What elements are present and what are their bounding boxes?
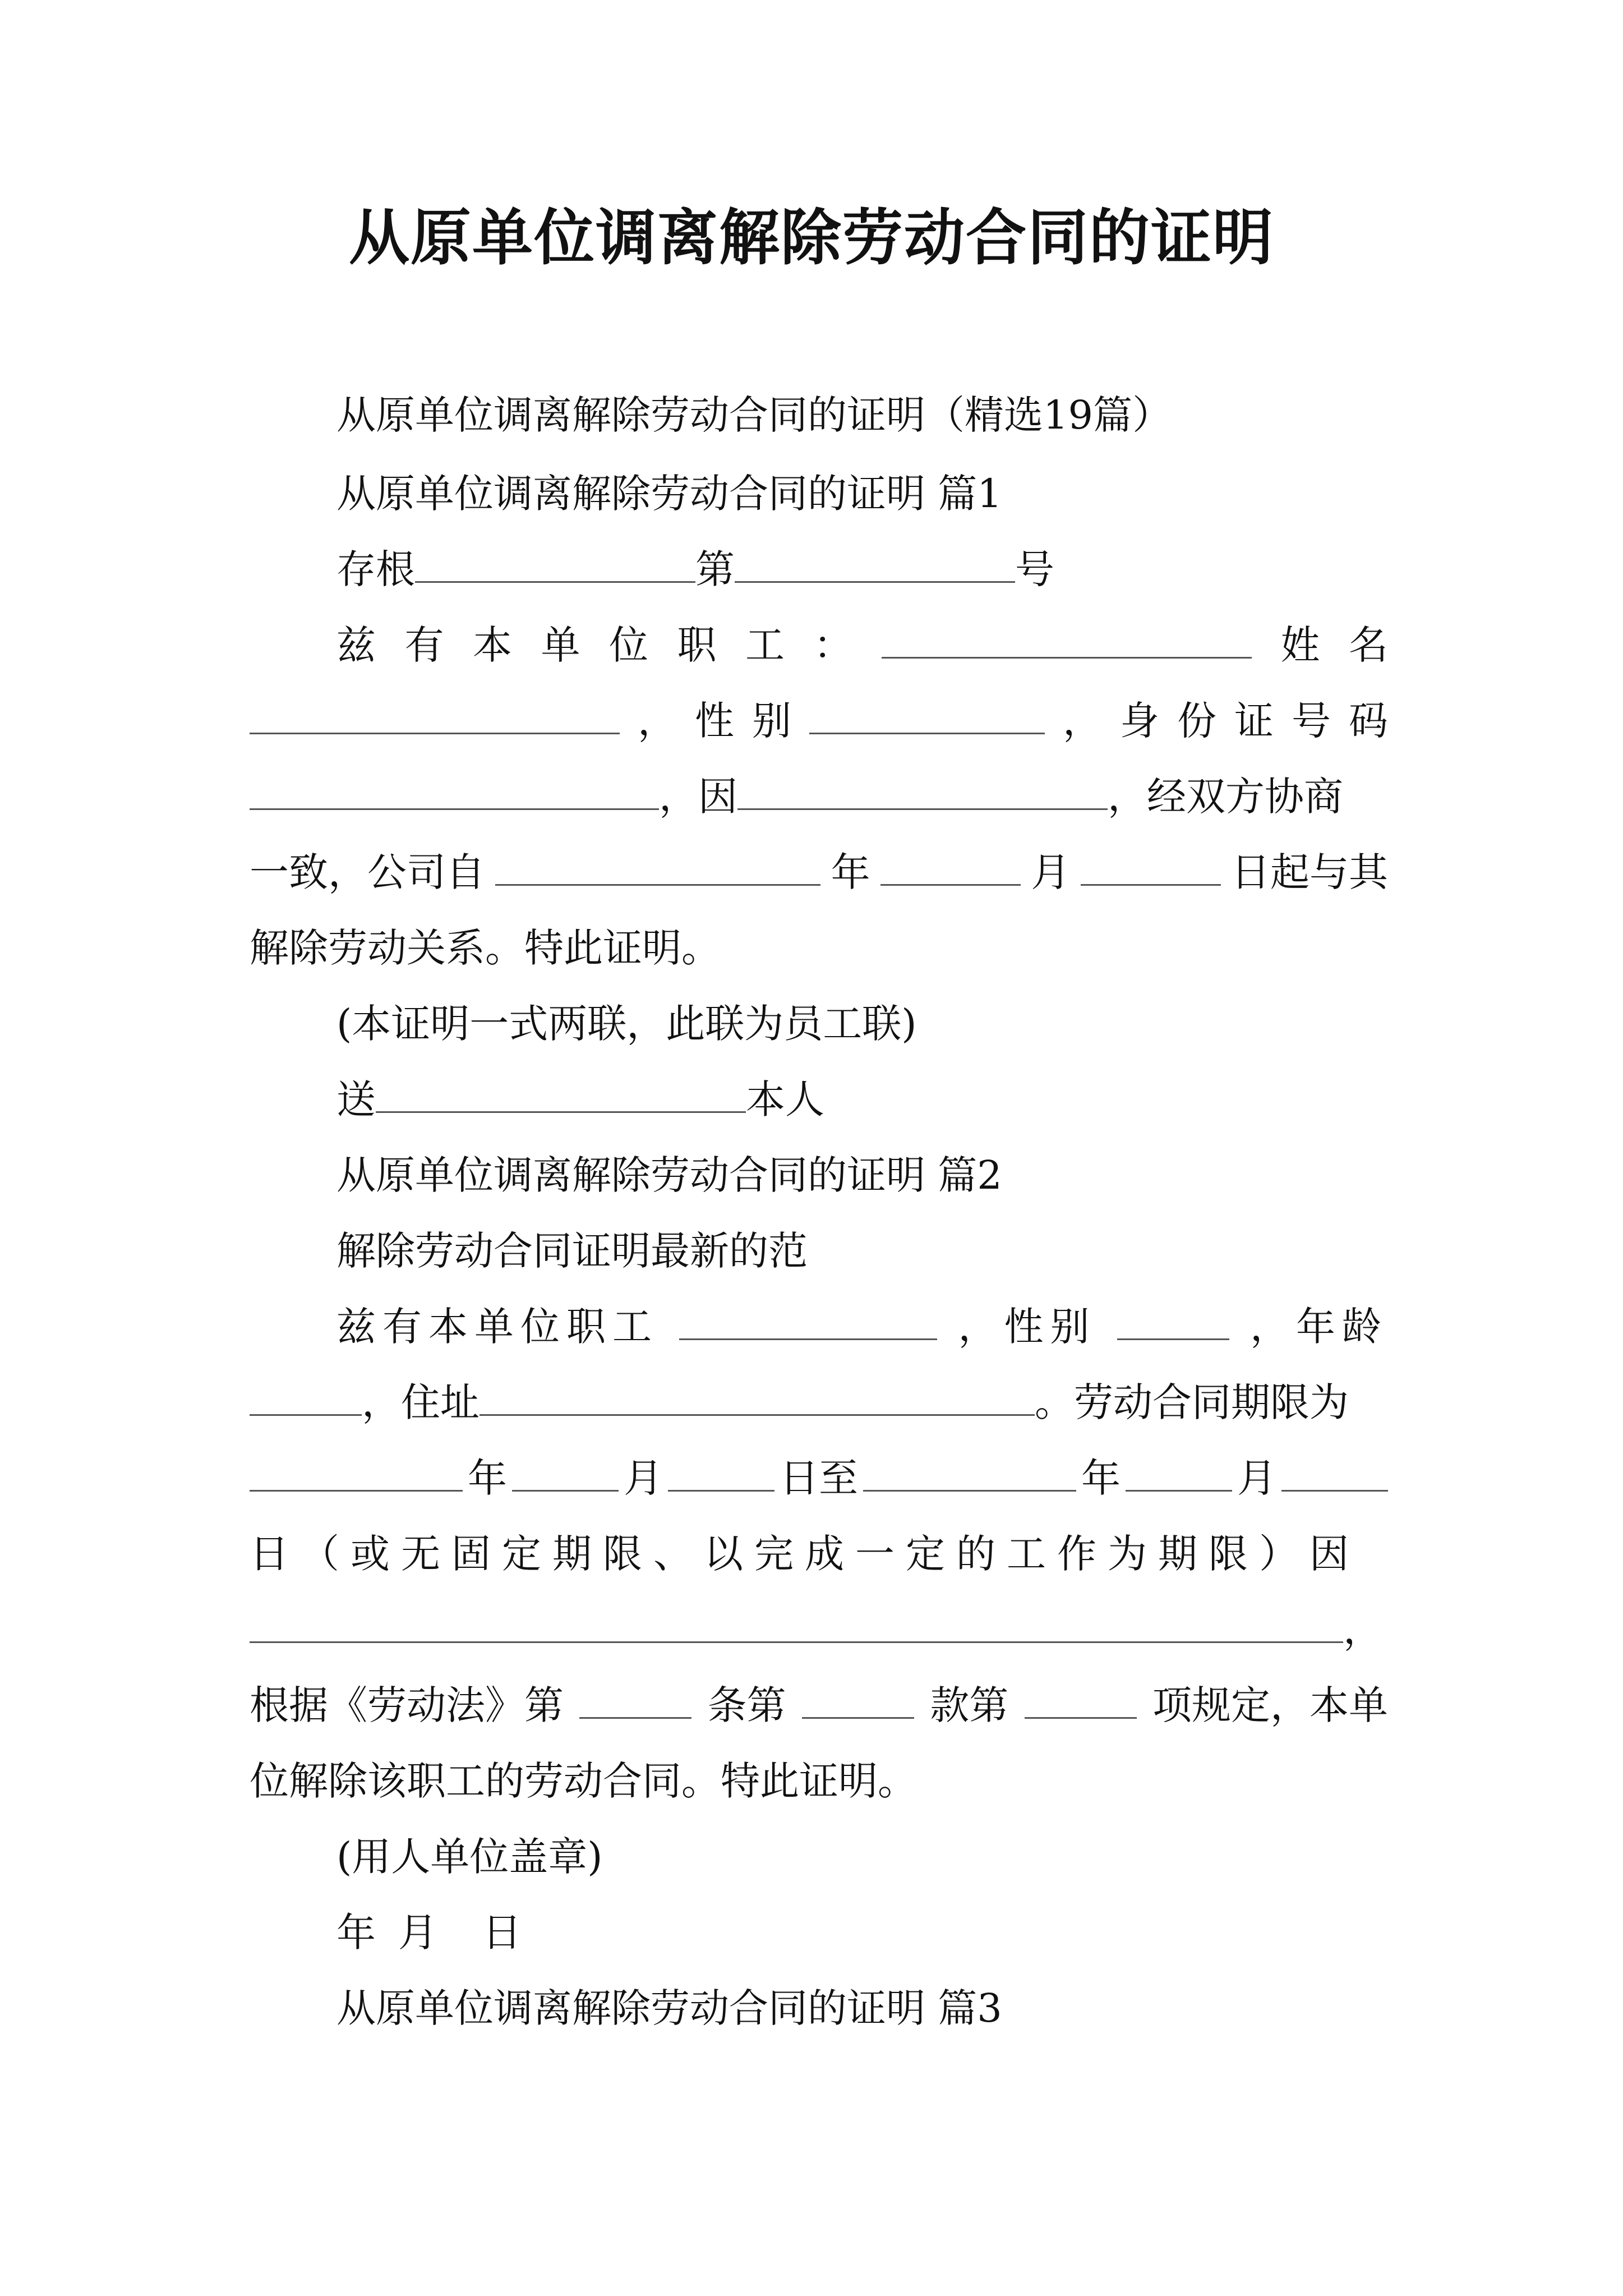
day-blank	[1081, 845, 1221, 886]
s2-paragraph-line-2	[250, 1374, 1349, 1430]
text-fragment: 名	[1349, 622, 1388, 668]
stub-blank-1	[415, 542, 695, 583]
text-fragment: ，	[1343, 1607, 1382, 1653]
article-blank	[579, 1678, 691, 1719]
age-blank	[250, 1375, 362, 1416]
stub-label: 存根	[336, 546, 415, 592]
reason-blank	[250, 1602, 1343, 1643]
text-fragment: 款第	[930, 1682, 1009, 1728]
name-value-blank	[250, 693, 620, 734]
text-fragment: 身	[1120, 698, 1159, 744]
text-fragment: 别	[752, 698, 791, 744]
text-fragment: ：	[813, 622, 853, 668]
text-fragment: 工	[745, 622, 785, 668]
intro-line: 从原单位调离解除劳动合同的证明（精选19篇）	[336, 392, 1172, 438]
stub-middle: 第	[695, 546, 735, 592]
gender-blank	[1117, 1299, 1229, 1340]
text-fragment: 码	[1349, 698, 1388, 744]
section-2-subheading: 解除劳动合同证明最新的范	[336, 1228, 808, 1274]
reason-blank	[737, 769, 1108, 810]
text-fragment: ，	[638, 698, 677, 744]
text-fragment: 有	[404, 622, 444, 668]
text-fragment: ，性别	[958, 1304, 1096, 1350]
text-fragment: 号	[1292, 698, 1331, 744]
s1-note: (本证明一式两联，此联为员工联)	[336, 1001, 917, 1047]
seal-line: (用人单位盖章)	[336, 1834, 603, 1880]
send-suffix: 本人	[746, 1076, 824, 1122]
text-fragment: ，因	[659, 774, 737, 820]
stub-end: 号	[1015, 546, 1054, 592]
date-month: 月	[398, 1910, 437, 1955]
date-year: 年	[336, 1910, 376, 1955]
text-fragment: 姓	[1280, 622, 1320, 668]
text-fragment: 日起与其	[1230, 849, 1388, 895]
send-prefix: 送	[336, 1076, 376, 1122]
s2-paragraph-line-3	[250, 1450, 1388, 1506]
name-blank	[882, 618, 1252, 659]
text-fragment: 月	[1237, 1455, 1276, 1501]
text-fragment: 本	[473, 622, 512, 668]
text-fragment: 年	[1081, 1455, 1121, 1501]
end-year-blank	[863, 1451, 1076, 1492]
s2-paragraph-line-6	[250, 1677, 1388, 1733]
s1-paragraph-line-1	[336, 617, 1388, 673]
text-fragment: 性	[695, 698, 734, 744]
text-fragment: 职	[677, 622, 717, 668]
item-blank	[1025, 1678, 1137, 1719]
end-day-blank	[1281, 1451, 1388, 1492]
section-3-heading: 从原单位调离解除劳动合同的证明 篇3	[336, 1985, 1002, 2031]
text-fragment: 日至	[780, 1455, 858, 1501]
year-blank	[495, 845, 820, 886]
section-1-heading: 从原单位调离解除劳动合同的证明 篇1	[336, 471, 1002, 517]
text-fragment: 一致，公司自	[250, 849, 485, 895]
text-fragment: ，年龄	[1250, 1304, 1388, 1350]
text-fragment: 年	[831, 849, 870, 895]
clause-blank	[802, 1678, 914, 1719]
send-line	[336, 1071, 824, 1128]
month-blank	[880, 845, 1021, 886]
text-fragment: 份	[1177, 698, 1216, 744]
s1-paragraph-line-2	[250, 693, 1388, 749]
text-fragment: 条第	[707, 1682, 786, 1728]
text-fragment: 兹	[336, 622, 376, 668]
text-fragment: 根据《劳动法》第	[250, 1682, 564, 1728]
employee-blank	[679, 1299, 937, 1340]
document-title: 从原单位调离解除劳动合同的证明	[348, 203, 1274, 273]
section-2-heading: 从原单位调离解除劳动合同的证明 篇2	[336, 1152, 1002, 1198]
text-fragment: 月	[1031, 849, 1071, 895]
stub-blank-2	[735, 542, 1015, 583]
text-fragment: 年	[468, 1455, 507, 1501]
s1-paragraph-line-3	[250, 769, 1343, 825]
text-fragment: 位	[609, 622, 648, 668]
s1-paragraph-line-4	[250, 844, 1388, 900]
id-blank	[250, 769, 659, 810]
start-month-blank	[512, 1451, 619, 1492]
gender-blank	[809, 693, 1045, 734]
text-fragment: ，	[1063, 698, 1102, 744]
s2-paragraph-line-1	[336, 1299, 1388, 1355]
text-fragment: 。劳动合同期限为	[1035, 1379, 1349, 1425]
text-fragment: 单	[541, 622, 580, 668]
end-month-blank	[1126, 1451, 1232, 1492]
text-fragment: 证	[1234, 698, 1274, 744]
text-fragment: 兹有本单位职工	[336, 1304, 658, 1350]
date-day: 日	[482, 1910, 522, 1955]
stub-line	[336, 541, 1054, 597]
s2-paragraph-line-5	[250, 1602, 1382, 1658]
text-fragment: 月	[624, 1455, 663, 1501]
send-blank	[376, 1072, 746, 1113]
address-blank	[479, 1375, 1035, 1416]
start-day-blank	[668, 1451, 774, 1492]
s1-paragraph-line-5: 解除劳动关系。特此证明。	[250, 925, 721, 971]
s2-paragraph-line-7: 位解除该职工的劳动合同。特此证明。	[250, 1758, 917, 1804]
text-fragment: 项规定，本单	[1152, 1682, 1388, 1728]
text-fragment: ，住址	[362, 1379, 479, 1425]
date-line	[336, 1904, 522, 1961]
text-fragment: ，经双方协商	[1108, 774, 1343, 820]
s2-paragraph-line-4: 日（或无固定期限、以完成一定的工作为期限）因	[250, 1531, 1360, 1577]
start-year-blank	[250, 1451, 463, 1492]
